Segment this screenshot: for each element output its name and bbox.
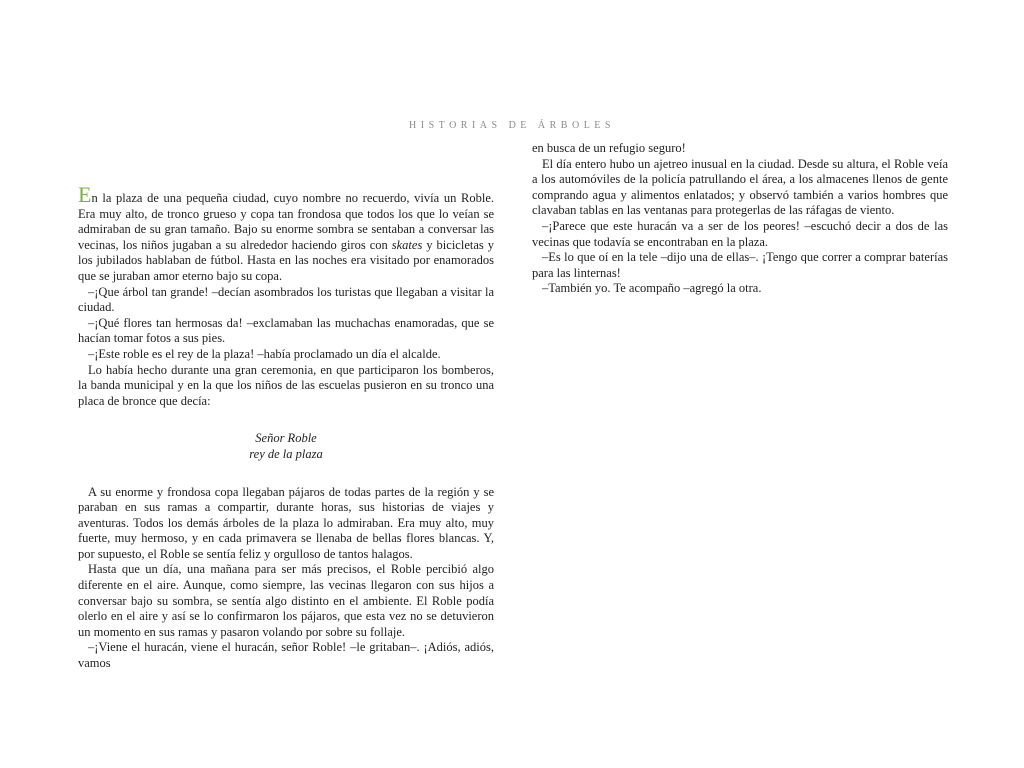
right-column [532, 141, 948, 297]
paragraph-7: Hasta que un día, una mañana para ser más precisos, el Roble percibió algo diferente en el aire. Aunque, como siempre, las vecinas llegaron con sus hijos a conversar bajo su sombra, se sentía algo distinto en el ambiente. El Roble podía olerlo en el aire y así se lo confirmaron los pájaros, que esta vez no se detuvieron un momento en sus ramas y pasaron volando por sobre su follaje. [78, 562, 494, 639]
paragraph-r3: –¡Parece que este huracán va a ser de los peores! –escuchó decir a dos de las vecinas que todavía se encontraban en la plaza. [532, 218, 948, 249]
running-header: HISTORIAS DE ÁRBOLES [409, 120, 615, 131]
plaque-line-1: Señor Roble [255, 431, 317, 446]
paragraph-2: –¡Que árbol tan grande! –decían asombrados los turistas que llegaban a visitar la ciudad. [78, 284, 494, 315]
p1-italic: skates [391, 237, 423, 252]
paragraph-r1: en busca de un refugio seguro! [532, 141, 686, 155]
drop-cap: E [78, 182, 92, 207]
paragraph-1 [78, 182, 494, 285]
plaque-inscription [78, 431, 494, 462]
paragraph-6: A su enorme y frondosa copa llegaban pájaros de todas partes de la región y se paraban en sus ramas a compartir, durante horas, sus historias de viajes y aventuras. Todos los demás árboles de la plaza lo admiraban. Era muy alto, muy fuerte, muy hermoso, y en cada primavera se llenaba de bellas flores blancas. Y, por supuesto, el Roble se sentía feliz y orgulloso de tantos halagos. [78, 484, 494, 561]
left-column [78, 182, 494, 672]
paragraph-r4: –Es lo que oí en la tele –dijo una de ellas–. ¡Tengo que correr a comprar baterías para las linternas! [532, 250, 948, 280]
p1-start: n la plaza de una pequeña ciudad, cuyo nombre no recuerdo, vivía un Roble. Era muy alto, de tronco grueso y copa tan frondosa que todos los que lo veían se admiraban de su gran tamaño. Bajo su enorme sombra se sentaban a conversar las vecinas, los niños jugaban a su alrededor haciendo giros con [78, 191, 494, 252]
paragraph-3: –¡Qué flores tan hermosas da! –exclamaban las muchachas enamoradas, que se hacían tomar fotos a sus pies. [78, 315, 494, 346]
paragraph-5: Lo había hecho durante una gran ceremonia, en que participaron los bomberos, la banda municipal y en la que los niños de las escuelas pusieron en su tronco una placa de bronce que decía: [78, 362, 494, 408]
plaque-line-2: rey de la plaza [249, 446, 323, 461]
paragraph-4: –¡Este roble es el rey de la plaza! –había proclamado un día el alcalde. [88, 346, 441, 361]
paragraph-r2: El día entero hubo un ajetreo inusual en la ciudad. Desde su altura, el Roble veía a los automóviles de la policía patrullando el área, a los almacenes llenos de gente comprando agua y alimentos enlatados; y observó también a varios hombres que clavaban tablas en las ventanas para protegerlas de las ráfagas de viento. [532, 156, 948, 218]
paragraph-8: –¡Viene el huracán, viene el huracán, señor Roble! –le gritaban–. ¡Adiós, adiós, vamos [78, 640, 494, 671]
paragraph-r5: –También yo. Te acompaño –agregó la otra. [542, 281, 762, 296]
p1-end: y bicicletas y los jubilados hablaban de fútbol. Hasta en las noches era visitado por enamorados que se juraban amor eterno bajo su copa. [78, 237, 494, 283]
